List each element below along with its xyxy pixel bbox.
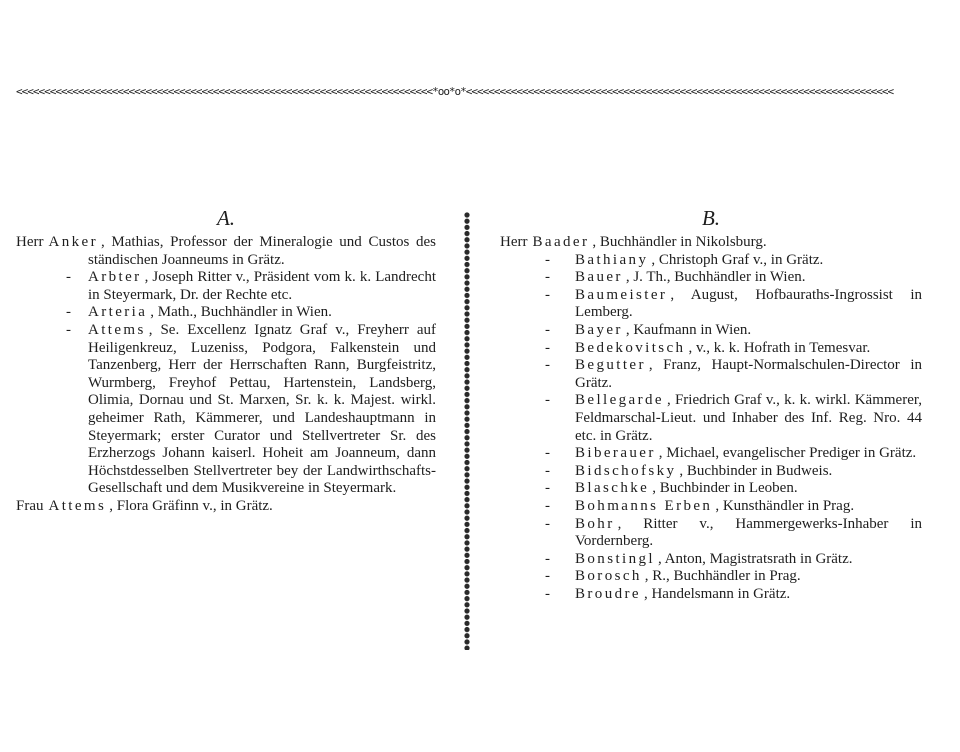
entry-text: , Flora Gräfinn v., in Grätz. — [109, 497, 273, 514]
list-entry — [16, 269, 436, 304]
entry-text: , Michael, evangelischer Prediger in Grätz. — [658, 445, 917, 462]
entry-text: , Joseph Ritter v., Präsident vom k. k. Landrecht in Steyermark, Dr. der Rechte etc. — [88, 269, 436, 303]
entry-text: , Anton, Magistratsrath in Grätz. — [657, 550, 853, 567]
entry-text: , Buchhändler in Nikolsburg. — [592, 234, 767, 250]
list-entry — [16, 322, 436, 498]
list-entry — [500, 357, 922, 392]
list-entry — [500, 551, 922, 569]
entry-name: Baumeister — [575, 286, 668, 303]
entry-name: Borosch — [575, 568, 642, 585]
entry-text: , v., k. k. Hofrath in Temesvar. — [688, 339, 871, 356]
entry-name: Bidschofsky — [575, 462, 677, 479]
column-b-heading: B. — [701, 206, 721, 230]
column-b — [500, 206, 922, 603]
entry-text: , Franz, Haupt-Normalschulen-Director in Grätz. — [575, 357, 922, 391]
list-entry — [500, 498, 922, 516]
entry-text: , Buchbinder in Budweis. — [679, 462, 833, 479]
entry-prefix: - — [545, 321, 550, 338]
entry-text: , Ritter v., Hammergewerks-Inhaber in Vordernberg. — [575, 515, 922, 550]
list-entry — [500, 234, 922, 252]
entry-text: , Handelsmann in Grätz. — [643, 585, 791, 602]
entry-prefix: - — [66, 269, 71, 286]
list-entry — [500, 516, 922, 551]
list-entry — [500, 586, 922, 604]
entry-prefix: - — [66, 321, 71, 338]
list-entry — [16, 234, 436, 269]
entry-text: , Kaufmann in Wien. — [625, 321, 752, 338]
entry-name: Bedekovitsch — [575, 339, 686, 356]
entry-prefix: - — [545, 515, 550, 532]
entry-prefix: - — [545, 585, 550, 602]
entry-text: , Kunsthändler in Prag. — [715, 497, 855, 514]
list-entry — [500, 322, 922, 340]
list-entry — [500, 445, 922, 463]
entry-text: , Friedrich Graf v., k. k. wirkl. Kämmerer, Feldmarschal-Lieut. und Inhaber des Inf. Reg. Nro. 44 etc. in Grätz. — [575, 392, 922, 444]
entry-prefix: Herr — [16, 234, 44, 250]
entry-name: Begutter — [575, 357, 646, 374]
entry-text: , August, Hofbauraths-Ingrossist in Lemberg. — [575, 286, 922, 321]
entry-name: Bellegarde — [575, 392, 664, 409]
entry-text: , Christoph Graf v., in Grätz. — [651, 251, 824, 268]
entry-prefix: - — [545, 568, 550, 585]
ornamental-vertical-divider — [462, 212, 472, 650]
entry-text: , Se. Excellenz Ignatz Graf v., Freyherr auf Heiligenkreuz, Luzeniss, Podgora, Falkenstein und Tanzenberg, Herr der Herrschaften Rann, Burgfeistritz, Wurmberg, Freyhof Pettau, Hartenstein, Landsberg, Olimia, Dornau und St. Marxen, Sr. k. k. Majest. wirkl. geheimer Rath, Kämmerer, und Landeshauptmann in Steyermark; erster Curator und Stellvertreter Sr. des Erzherzogs Johann kaiserl. Hoheit am Joanneum, dann Höchstdesselben Stellvertreter bey der Landwirthschafts-Gesellschaft und dem Musikvereine in Steyermark. — [88, 321, 436, 497]
list-entry — [500, 287, 922, 322]
entry-name: Blaschke — [575, 480, 650, 497]
entry-name: Bohr — [575, 515, 615, 532]
entry-name: Bayer — [575, 321, 623, 338]
entry-prefix: - — [545, 251, 550, 268]
list-entry — [16, 304, 436, 322]
entry-name: Attems — [48, 497, 107, 514]
column-a-heading: A. — [216, 206, 236, 230]
entry-prefix: - — [545, 497, 550, 514]
entry-text: , J. Th., Buchhändler in Wien. — [625, 269, 806, 286]
list-entry — [500, 269, 922, 287]
list-entry — [16, 498, 436, 516]
entry-prefix: - — [545, 286, 550, 303]
entry-name: Baader — [532, 234, 590, 250]
entry-prefix: Herr — [500, 234, 528, 250]
entry-name: Bohmanns Erben — [575, 497, 713, 514]
entry-prefix: - — [545, 550, 550, 567]
entry-prefix: - — [545, 480, 550, 497]
column-a — [16, 206, 436, 516]
list-entry — [500, 463, 922, 481]
entry-text: , Math., Buchhändler in Wien. — [150, 304, 332, 321]
entry-name: Biberauer — [575, 445, 656, 462]
entry-name: Arteria — [88, 304, 148, 321]
entry-prefix: - — [66, 304, 71, 321]
entry-name: Bathiany — [575, 251, 649, 268]
entry-name: Broudre — [575, 585, 641, 602]
entry-prefix: - — [545, 392, 550, 409]
entry-text: , Buchbinder in Leoben. — [652, 480, 798, 497]
entry-prefix: - — [545, 445, 550, 462]
list-entry — [500, 480, 922, 498]
ornamental-border-rule: <<<<<<<<<<<<<<<<<<<<<<<<<<<<<<<<<<<<<<<<<<<<<<<<<<<<<<<<<<<<<<<<<<<<<<<<<<*oo*o*<<<<<<<<<<<<<<<<<<<<<<<<<<<<<<<<<<<<<<<<<<<<<<<<<<<<<<<<<<<<<<<<<<<<<<<<<<<< — [16, 85, 894, 98]
entry-prefix: - — [545, 339, 550, 356]
entry-name: Anker — [48, 234, 98, 250]
entry-name: Attems — [88, 321, 146, 338]
entry-name: Bauer — [575, 269, 623, 286]
list-entry — [500, 392, 922, 445]
entry-prefix: - — [545, 462, 550, 479]
list-entry — [500, 340, 922, 358]
entry-prefix: - — [545, 269, 550, 286]
entry-text: , R., Buchhändler in Prag. — [644, 568, 801, 585]
entry-name: Arbter — [88, 269, 142, 286]
entry-name: Bonstingl — [575, 550, 655, 567]
list-entry — [500, 252, 922, 270]
list-entry — [500, 568, 922, 586]
entry-text: , Mathias, Professor der Mineralogie und Custos des ständischen Joanneums in Grätz. — [88, 234, 436, 268]
entry-prefix: - — [545, 357, 550, 374]
entry-prefix: Frau — [16, 497, 44, 514]
